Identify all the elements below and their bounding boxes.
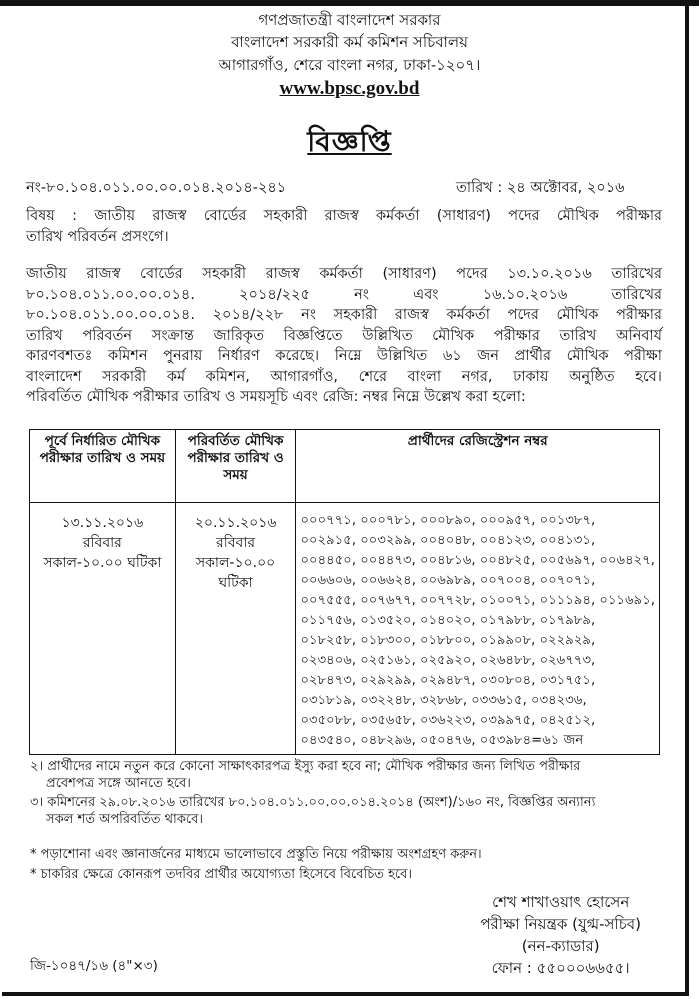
- reg-row: ০০০৭৭১, ০০০৭৮১, ০০০৮৯০, ০০০৯৫৭, ০০১৩৮৭,: [300, 513, 596, 528]
- old-time: সকাল-১০.০০ ঘটিকা: [43, 555, 162, 571]
- registration-numbers-cell: [296, 503, 660, 755]
- subject: [26, 206, 662, 247]
- note-3-line-1: ৩। কমিশনের ২৯.০৮.২০১৬ তারিখের ৮০.১০৪.০১১.০০.০০.০১৪.২০১৪ (অংশ)/১৬০ নং, বিজ্ঞপ্তির অন্যান্য: [30, 795, 596, 810]
- reg-row: ০১৮২৫৮, ০১৮৩০০, ০১৮৮০০, ০১৯৯০৮, ০২২৯২৯,: [300, 633, 596, 648]
- commission-line: বাংলাদেশ সরকারী কর্ম কমিশন সচিবালয়: [231, 33, 468, 51]
- advert-code: জি-১০৪৭/১৬ (৪"×৩): [30, 958, 158, 974]
- star-note-2: * চাকরির ক্ষেত্রে কোনরূপ তদবির প্রার্থীর অযোগ্যতা হিসেবে বিবেচিত হবে।: [30, 867, 413, 882]
- new-time: সকাল-১০.০০: [195, 555, 276, 571]
- header-old-date: পূর্বে নির্ধারিত মৌখিক পরীক্ষার তারিখ ও সময়: [30, 430, 176, 503]
- body-line-6: বাংলাদেশ সরকারী কর্ম কমিশন, আগারগাঁও, শেরে বাংলা নগর, ঢাকায় অনুষ্ঠিত হবে।: [26, 368, 662, 385]
- note-2-line-2: প্রবেশপত্র সঙ্গে আনতে হবে।: [46, 776, 191, 791]
- notice-date: তারিখ : ২৪ অক্টোবর, ২০১৬: [456, 180, 625, 196]
- subject-line-2: তারিখ পরিবর্তন প্রসংগে।: [26, 228, 169, 245]
- signatory-name: শেখ শাখাওয়াৎ হোসেন: [492, 893, 630, 911]
- header-new-date: পরিবর্তিত মৌখিক পরীক্ষার তারিখ ও সময়: [175, 430, 296, 503]
- note-3-line-2: সকল শর্ত অপরিবর্তিত থাকবে।: [46, 812, 204, 827]
- signatory-cadre: (নন-ক্যাডার): [521, 937, 600, 955]
- note-2-line-1: ২। প্রার্থীদের নামে নতুন করে কোনো সাক্ষাৎকারপত্র ইস্যু করা হবে না; মৌখিক পরীক্ষার জন্য লিখিত পরীক্ষার: [30, 759, 581, 774]
- old-day: রবিবার: [82, 535, 122, 551]
- reg-row: ০৪৩৫৪০, ০৪৮২৯৬, ০৫০৪৭৬, ০৫৩৯৮৪=৬১ জন: [300, 733, 584, 748]
- body-line-7: পরিবর্তিত মৌখিক পরীক্ষার তারিখ ও সময়সূচি এবং রেজি: নম্বর নিম্নে উল্লেখ করা হলো:: [26, 389, 526, 405]
- new-day: রবিবার: [216, 535, 256, 551]
- signatory-phone: ফোন : ৫৫০০০৬৬৫৫।: [491, 959, 630, 977]
- reg-row: ০১১৭৫৬, ০১৩৫২০, ০১৪০২০, ০১৭৯৮৮, ০১৭৯৮৯,: [300, 613, 596, 628]
- website-link[interactable]: www.bpsc.gov.bd: [279, 78, 420, 99]
- table-row: [30, 503, 660, 755]
- reg-row: ০৩১৮১৯, ০৩২২৪৮, ৩২৮৬৮, ০৩৩৬১৫, ০৩৪২৩৬,: [300, 693, 587, 708]
- schedule-table: [29, 429, 660, 755]
- body-line-3: ৮০.১০৪.০১১.০০.০০.০১৪. ২০১৪/২২৮ নং সহকারী রাজস্ব কর্মকর্তা পদের মৌখিক পরীক্ষার: [26, 307, 662, 323]
- body-line-5: কারণবশতঃ কমিশন পুনরায় নির্ধারণ করেছে। নিম্নে উল্লিখিত ৬১ জন প্রার্থীর মৌখিক পরীক্ষা: [26, 348, 662, 364]
- reference-number: নং-৮০.১০৪.০১১.০০.০০.০১৪.২০১৪-২৪১: [26, 180, 287, 196]
- new-date: ২০.১১.২০১৬: [194, 515, 277, 531]
- note-2: [30, 758, 670, 792]
- table-header-row: [30, 430, 660, 503]
- reg-row: ০২৮৪৭৩, ০২৯২৯৯, ০২৯৪৮৭, ০৩০৮০৪, ০৩১৭৫১,: [300, 673, 596, 688]
- body-paragraph: [26, 264, 662, 408]
- reg-row: ০০৬৬০৬, ০০৬৬২৪, ০০৬৯৮৯, ০০৭০০৪, ০০৭০৭১,: [300, 573, 596, 588]
- signatory-designation: পরীক্ষা নিয়ন্ত্রক (যুগ্ম-সচিব): [480, 915, 641, 933]
- gov-line: গণপ্রজাতন্ত্রী বাংলাদেশ সরকার: [258, 11, 441, 29]
- body-line-4: তারিখ পরিবর্তন সংক্রান্ত জারিকৃত বিজ্ঞপ্তিতে উল্লিখিত মৌখিক পরীক্ষার তারিখ অনিবার্য: [26, 327, 662, 344]
- body-line-1: জাতীয় রাজস্ব বোর্ডের সহকারী রাজস্ব কর্মকর্তা (সাধারণ) পদের ১৩.১০.২০১৬ তারিখের: [26, 266, 662, 282]
- reg-row: ০৩৫০৮৮, ০৩৫৬৫৮, ০৩৬২২৩, ০৩৯৯৭৫, ০৪২৫১২,: [300, 713, 596, 728]
- body-line-2: ৮০.১০৪.০১১.০০.০০.০১৪. ২০১৪/২২৫ নং এবং ১৬.১০.২০১৬ তারিখের: [26, 286, 662, 303]
- header-registration: প্রার্থীদের রেজিস্ট্রেশন নম্বর: [296, 430, 660, 503]
- new-time-unit: ঘটিকা: [218, 575, 253, 591]
- new-schedule-cell: [175, 503, 296, 755]
- reg-row: ০০২৯১৫, ০০৩২৯৯, ০০৪০৪৮, ০০৪১২৩, ০০৪১৩১,: [300, 533, 596, 548]
- reg-row: ০০৭৫৫৫, ০০৭৬৭৭, ০০৭৭২৮, ০১০০৭১, ০১১১৯৪, ০১১৬৯১,: [300, 593, 655, 608]
- reg-row: ০২৩৪০৬, ০২৫১৬১, ০২৫৯২০, ০২৬৪৮৮, ০২৬৭৭৩,: [300, 653, 596, 668]
- star-note-1: * পড়াশোনা এবং জ্ঞানার্জনের মাধ্যমে ভালোভাবে প্রস্তুতি নিয়ে পরীক্ষায় অংশগ্রহণ করুন।: [30, 847, 482, 862]
- subject-line-1: বিষয় : জাতীয় রাজস্ব বোর্ডের সহকারী রাজস্ব কর্মকর্তা (সাধারণ) পদের মৌখিক পরীক্ষার: [26, 208, 662, 224]
- address-line: আগারগাঁও, শেরে বাংলা নগর, ঢাকা-১২০৭।: [218, 56, 481, 74]
- signature-block: [480, 891, 641, 979]
- reg-row: ০০৪৪৫০, ০০৪৪৭৩, ০০৪৮১৬, ০০৪৮২৫, ০০৫৬৯৭, ০০৬৪২৭,: [300, 553, 655, 568]
- old-schedule-cell: [30, 503, 176, 755]
- notice-title: বিজ্ঞপ্তি: [307, 125, 392, 158]
- old-date: ১৩.১১.২০১৬: [61, 515, 144, 531]
- note-3: [30, 794, 670, 828]
